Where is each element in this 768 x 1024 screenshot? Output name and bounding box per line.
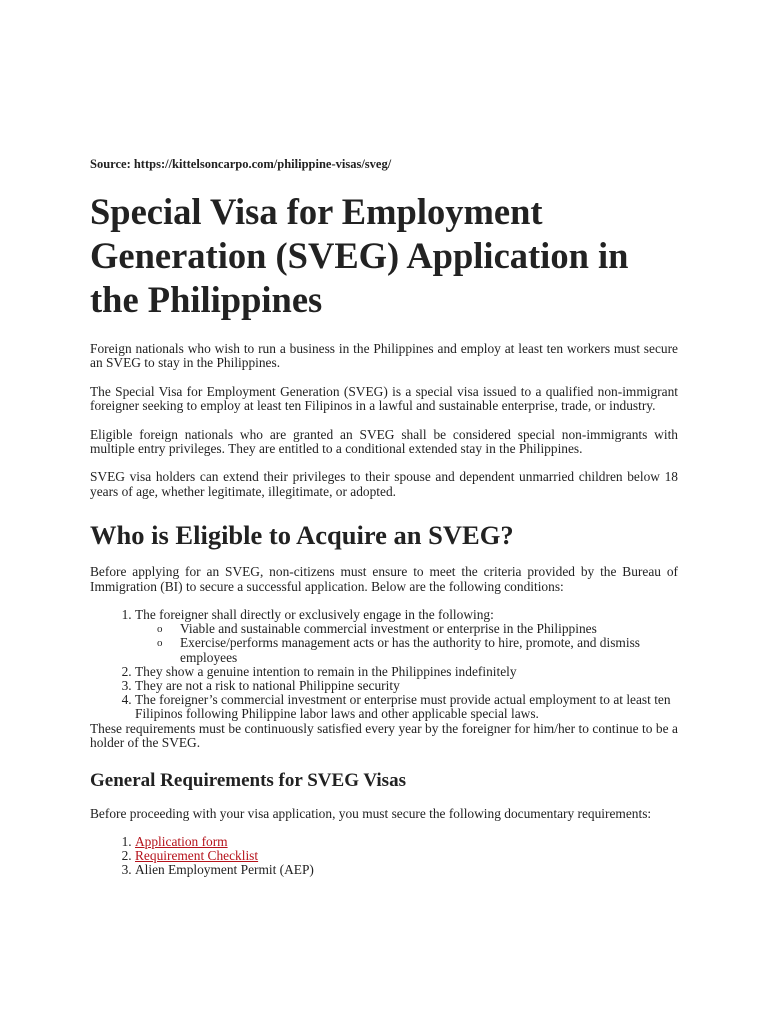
- list-item: 2. They show a genuine intention to remain in the Philippines indefinitely: [135, 665, 678, 679]
- list-item: 3. They are not a risk to national Philippine security: [135, 679, 678, 693]
- eligibility-heading: Who is Eligible to Acquire an SVEG?: [90, 520, 514, 551]
- sub-list: [135, 622, 678, 665]
- list-item-text: The foreigner shall directly or exclusively engage in the following:: [135, 607, 494, 623]
- eligibility-note: These requirements must be continuously satisfied every year by the foreigner for him/her to continue to be a holder of the SVEG.: [90, 720, 678, 751]
- article-body: [90, 156, 678, 878]
- list-item: [135, 608, 678, 665]
- intro-paragraph-3: Eligible foreign nationals who are granted an SVEG shall be considered special non-immigrants with multiple entry privileges. They are entitled to a conditional extended stay in the Philippines.: [90, 426, 678, 457]
- source-line: Source: https://kittelsoncarpo.com/philippine-visas/sveg/: [90, 157, 392, 171]
- sub-list-item: o Exercise/performs management acts or has the authority to hire, promote, and dismiss employees: [157, 636, 678, 664]
- list-item: [135, 835, 678, 849]
- application-form-link[interactable]: Application form: [135, 833, 228, 849]
- requirements-list: [90, 835, 678, 878]
- intro-paragraph-4: SVEG visa holders can extend their privileges to their spouse and dependent unmarried children below 18 years of age, whether legitimate, illegitimate, or adopted.: [90, 469, 678, 499]
- intro-paragraph-2: The Special Visa for Employment Generation (SVEG) is a special visa issued to a qualified non-immigrant foreigner seeking to employ at least ten Filipinos in a lawful and sustainable enterprise, trade, or industry.: [90, 383, 678, 414]
- requirements-heading: General Requirements for SVEG Visas: [90, 769, 406, 791]
- intro-paragraph-1: Foreign nationals who wish to run a business in the Philippines and employ at least ten workers must secure an SVEG to stay in the Philippines.: [90, 341, 678, 371]
- eligibility-list: [90, 608, 678, 722]
- eligibility-lead: Before applying for an SVEG, non-citizens must ensure to meet the criteria provided by the Bureau of Immigration (BI) to secure a successful application. Below are the following conditions:: [90, 564, 678, 594]
- list-item: 4. The foreigner’s commercial investment or enterprise must provide actual employment to at least ten Filipinos following Philippine labor laws and other applicable special laws.: [135, 693, 678, 721]
- sub-list-item: o Viable and sustainable commercial investment or enterprise in the Philippines: [157, 622, 678, 636]
- list-item: 3. Alien Employment Permit (AEP): [135, 863, 678, 877]
- list-item: [135, 849, 678, 863]
- requirement-checklist-link[interactable]: Requirement Checklist: [135, 848, 259, 864]
- page-title: Special Visa for Employment Generation (SVEG) Application in the Philippines: [90, 191, 629, 320]
- requirements-lead: Before proceeding with your visa application, you must secure the following documentary requirements:: [90, 805, 652, 821]
